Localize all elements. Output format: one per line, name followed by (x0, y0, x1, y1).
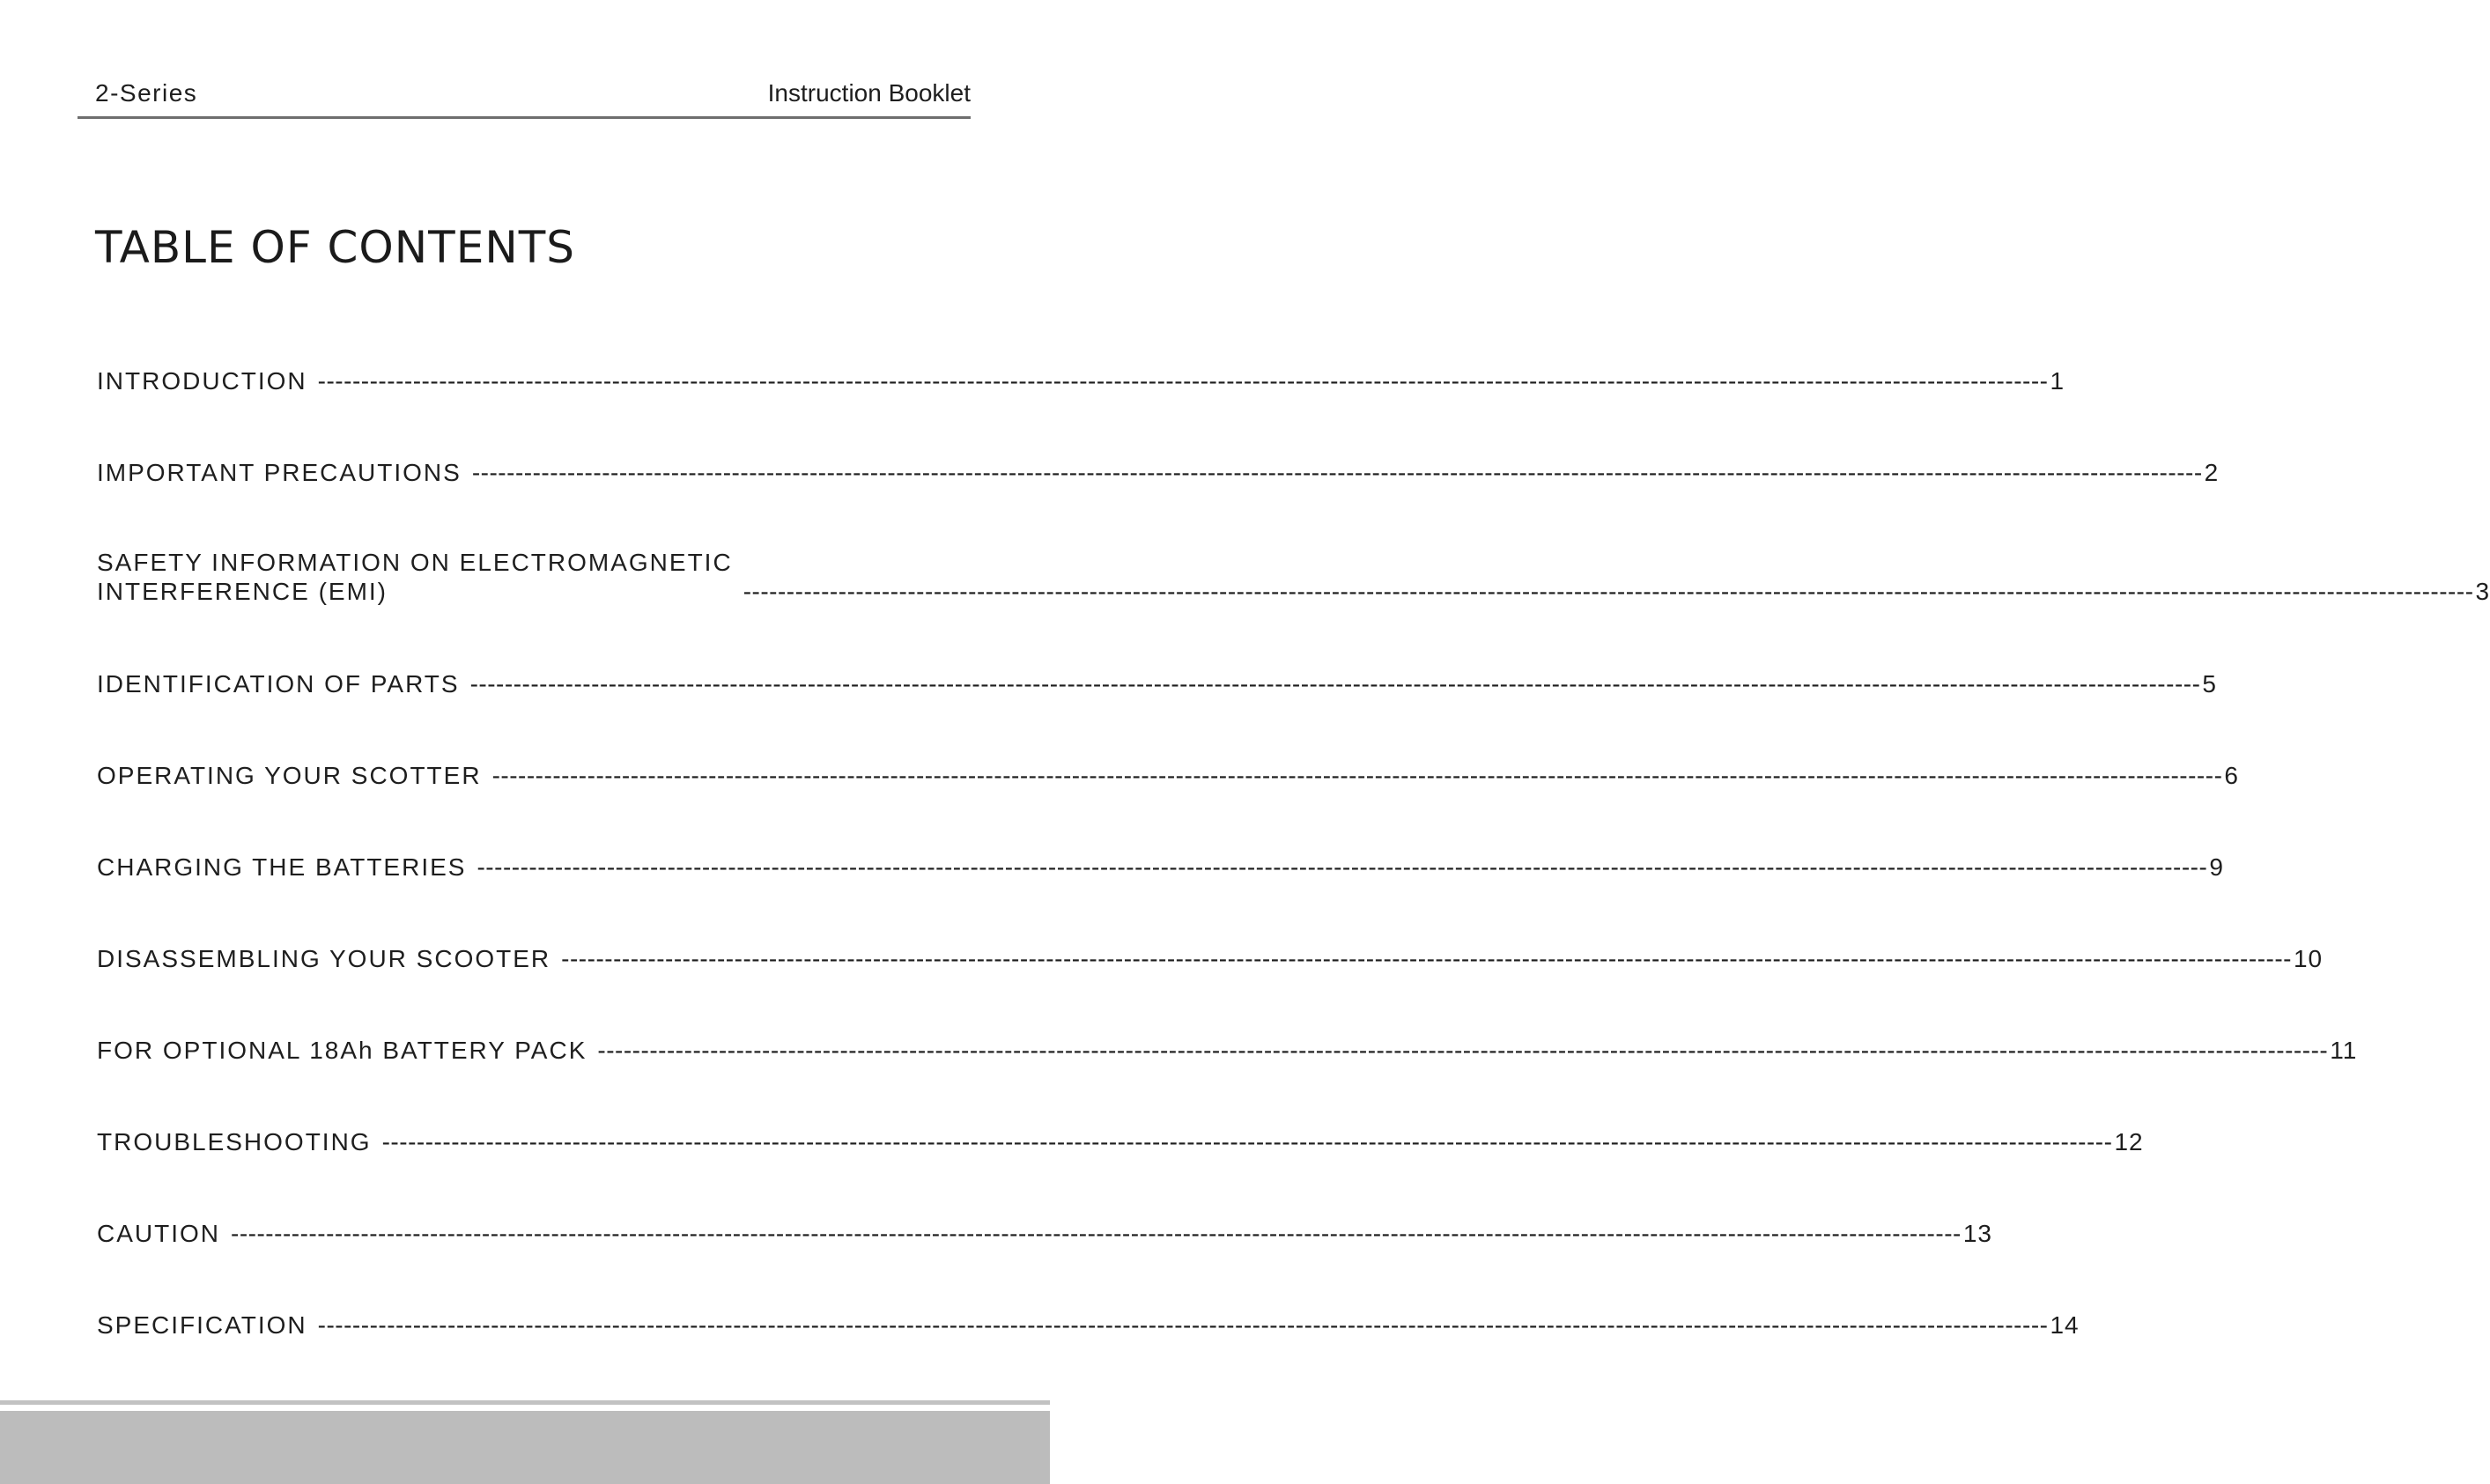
toc-page-number: 14 (2050, 1311, 2080, 1339)
toc-label: IDENTIFICATION OF PARTS (97, 670, 460, 698)
toc-page-number: 5 (2202, 670, 2217, 698)
toc-entry-charging (97, 853, 2224, 882)
toc-label: INTRODUCTION (97, 367, 307, 395)
dot-leader: -------------------------------------------------------------------------------------------------------------------------------------------------------------------------------------------------------- (381, 1128, 2113, 1155)
toc-label: DISASSEMBLING YOUR SCOOTER (97, 945, 551, 972)
dot-leader: -------------------------------------------------------------------------------------------------------------------------------------------------------------------------------------------------------- (471, 459, 2203, 486)
toc-label: CHARGING THE BATTERIES (97, 853, 467, 881)
dot-leader: -------------------------------------------------------------------------------------------------------------------------------------------------------------------------------------------------------- (561, 945, 2292, 972)
toc-page-number: 1 (2050, 367, 2065, 395)
toc-page-number: 3 (2475, 578, 2490, 605)
toc-page-number: 9 (2209, 853, 2224, 881)
dot-leader: -------------------------------------------------------------------------------------------------------------------------------------------------------------------------------------------------------- (597, 1037, 2329, 1064)
toc-page-number: 12 (2114, 1128, 2144, 1155)
toc-label: TROUBLESHOOTING (97, 1128, 372, 1155)
toc-entry-troubleshooting (97, 1127, 2144, 1156)
toc-entry-important-precautions (97, 458, 2220, 487)
dot-leader: -------------------------------------------------------------------------------------------------------------------------------------------------------------------------------------------------------- (317, 1311, 2049, 1339)
page-title: TABLE OF CONTENTS (95, 221, 576, 273)
toc-label: IMPORTANT PRECAUTIONS (97, 459, 462, 486)
dot-leader: -------------------------------------------------------------------------------------------------------------------------------------------------------------------------------------------------------- (231, 1220, 1962, 1247)
toc-entry-caution (97, 1219, 1992, 1248)
toc-page-number: 2 (2204, 459, 2220, 486)
page-header (78, 78, 971, 119)
toc-page-number: 6 (2224, 762, 2239, 789)
toc-entry-identification-of-parts (97, 669, 2217, 698)
toc-page-number: 11 (2330, 1037, 2358, 1064)
toc-page-number: 10 (2293, 945, 2324, 972)
toc-label: FOR OPTIONAL 18Ah BATTERY PACK (97, 1037, 587, 1064)
dot-leader: -------------------------------------------------------------------------------------------------------------------------------------------------------------------------------------------------------- (317, 367, 2049, 395)
toc-entry-introduction (97, 366, 2065, 395)
toc-entry-disassembling (97, 944, 2324, 973)
dot-leader: -------------------------------------------------------------------------------------------------------------------------------------------------------------------------------------------------------- (743, 578, 2474, 605)
dot-leader: -------------------------------------------------------------------------------------------------------------------------------------------------------------------------------------------------------- (477, 853, 2208, 881)
toc-label-line1: SAFETY INFORMATION ON ELECTROMAGNETIC (97, 549, 733, 576)
footer-divider (0, 1400, 1050, 1405)
dot-leader: -------------------------------------------------------------------------------------------------------------------------------------------------------------------------------------------------------- (491, 762, 2223, 789)
footer-band (0, 1411, 1050, 1484)
toc-entry-operating (97, 761, 2239, 790)
dot-leader: -------------------------------------------------------------------------------------------------------------------------------------------------------------------------------------------------------- (469, 670, 2201, 698)
toc-label: OPERATING YOUR SCOTTER (97, 762, 482, 789)
toc-entry-battery-pack (97, 1036, 2358, 1065)
toc-label: SPECIFICATION (97, 1311, 307, 1339)
series-label: 2-Series (95, 79, 198, 107)
toc-entry-safety-emi (97, 548, 2490, 606)
toc-label: INTERFERENCE (EMI) (97, 578, 388, 605)
toc-entry-specification (97, 1310, 2080, 1340)
booklet-label: Instruction Booklet (767, 79, 971, 107)
toc-label: CAUTION (97, 1220, 220, 1247)
toc-page-number: 13 (1962, 1220, 1992, 1247)
